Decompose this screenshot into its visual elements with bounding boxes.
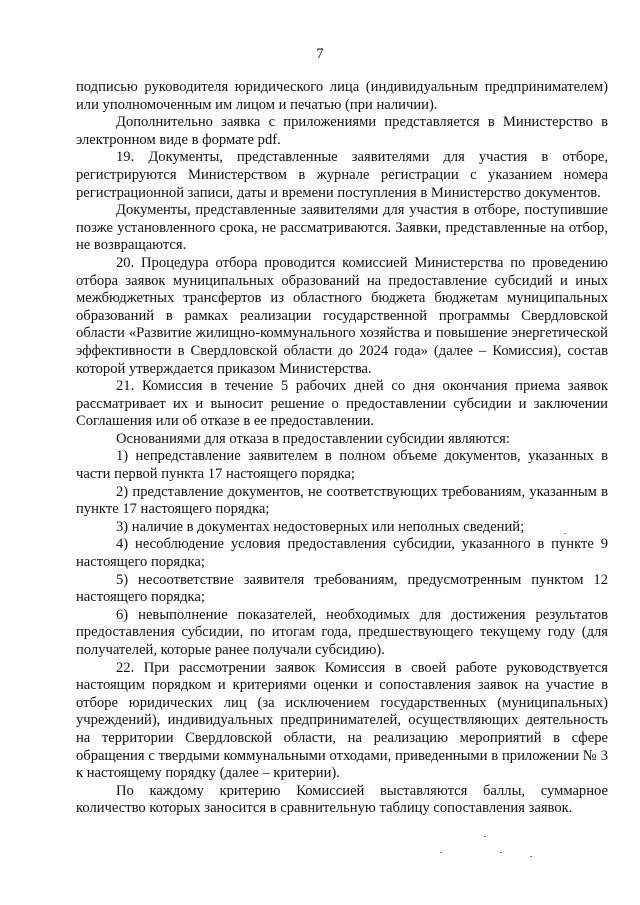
list-item-2: 2) представление документов, не соответствующих требованиям, указанным в пункте 17 настоящего порядка; (76, 483, 608, 518)
list-item-6: 6) невыполнение показателей, необходимых для достижения результатов предоставления субсидии, по итогам года, предшествующего текущему году (для получателей, которые ранее получали субсидию). (76, 606, 608, 658)
paragraph-item-21: 21. Комиссия в течение 5 рабочих дней со дня окончания приема заявок рассматривает их и выносит решение о предоставлении субсидии и заключении Соглашения или об отказе в ее предоставлении. (76, 378, 608, 430)
paragraph-item-20: 20. Процедура отбора проводится комиссией Министерства по проведению отбора заявок муниципальных образований на предоставление субсидий и иных межбюджетных трансфертов из областного бюджета бюджетам муниципальных образований в рамках реализации государственной программы Свердловской области «Развитие жилищно-коммунального хозяйства и повышение энергетической эффективности в Свердловской области до 2024 года» (далее – Комиссия), состав которой утверждается приказом Министерства. (76, 254, 608, 377)
paragraph-signature-clause: подписью руководителя юридического лица (индивидуальным предпринимателем) или уполномоченным им лицом и печатью (при наличии). (76, 79, 608, 113)
list-item-4: 4) несоблюдение условия предоставления субсидии, указанного в пункте 9 настоящего порядка; (76, 536, 608, 571)
scan-speck (484, 836, 486, 837)
list-item-1: 1) непредставление заявителем в полном объеме документов, указанных в части первой пункта 17 настоящего порядка; (76, 448, 608, 483)
paragraph-refusal-grounds: Основаниями для отказа в предоставлении субсидии являются: (116, 430, 510, 447)
page-number: 7 (316, 46, 324, 62)
document-body (76, 79, 608, 818)
scan-speck (564, 533, 566, 534)
list-item-5: 5) несоответствие заявителя требованиям, предусмотренным пунктом 12 настоящего порядка; (76, 571, 608, 606)
paragraph-item-22: 22. При рассмотрении заявок Комиссия в своей работе руководствуется настоящим порядком и критериями оценки и сопоставления заявок на участие в отборе юридических лиц (за исключением государственных (муниципальных) учреждений), индивидуальных предпринимателей, осуществляющих деятельность на территории Свердловской области, на реализацию мероприятий в сфере обращения с твердыми коммунальными отходами, приведенными в приложении № 3 к настоящему порядку (далее – критерии). (76, 659, 608, 782)
paragraph-item-19: 19. Документы, представленные заявителями для участия в отборе, регистрируются Министерством в журнале регистрации с указанием номера регистрационной записи, даты и времени поступления в Министерство документов. (76, 149, 608, 201)
list-item-3: 3) наличие в документах недостоверных или неполных сведений; (116, 518, 525, 535)
paragraph-electronic-copy: Дополнительно заявка с приложениями представляется в Министерство в электронном виде в формате pdf. (76, 114, 608, 148)
scan-speck (500, 852, 502, 853)
paragraph-late-submissions: Документы, представленные заявителями для участия в отборе, поступившие позже установленного срока, не рассматриваются. Заявки, представленные на отбор, не возвращаются. (76, 202, 608, 254)
scan-speck (530, 856, 532, 857)
scan-speck (440, 852, 442, 853)
paragraph-scoring: По каждому критерию Комиссией выставляются баллы, суммарное количество которых заносится в сравнительную таблицу сопоставления заявок. (76, 782, 608, 817)
